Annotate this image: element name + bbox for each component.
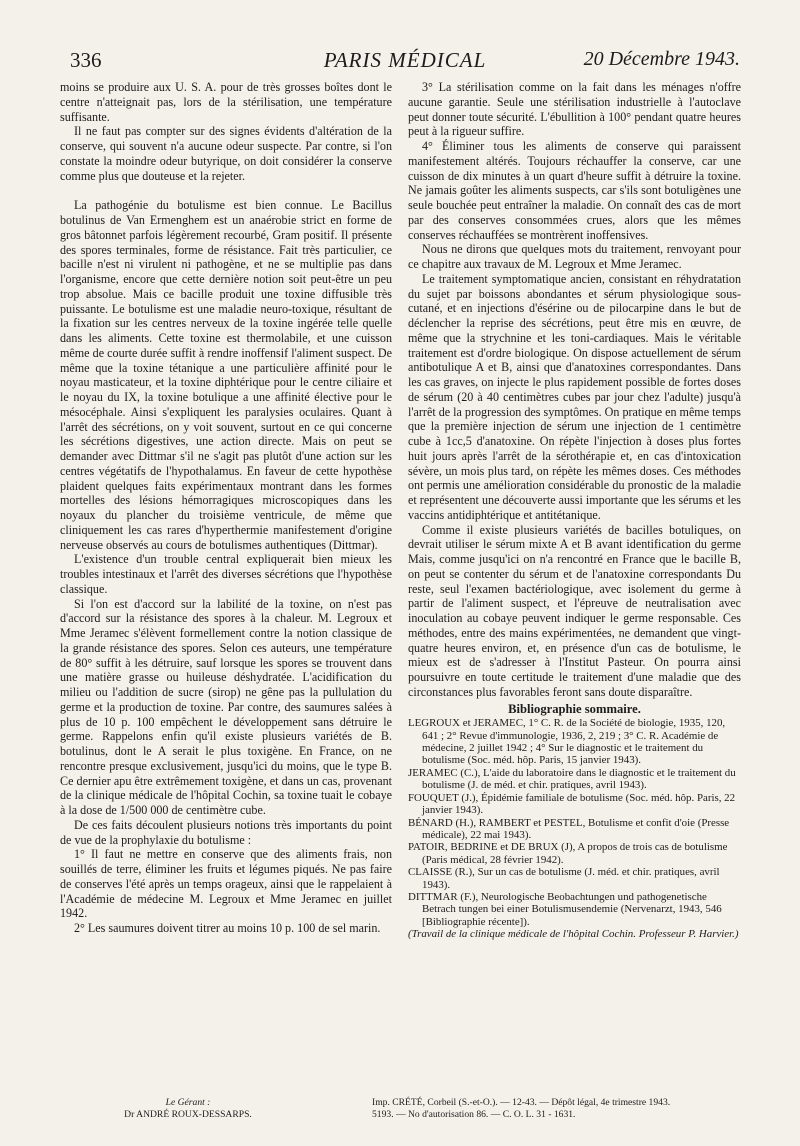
bibliography-title: Bibliographie sommaire.	[508, 701, 641, 716]
bibliography-entry: FOUQUET (J.), Épidémie familiale de botulisme (Soc. méd. hôp. Paris, 22 janvier 1943).	[408, 791, 736, 817]
bibliography-entry: JERAMEC (C.), L'aide du laboratoire dans le diagnostic et le traitement du botulisme (J. de méd. et chir. pratiques, avril 1943).	[408, 766, 736, 792]
issue-date: 20 Décembre 1943.	[583, 48, 740, 70]
paragraph: Le traitement symptomatique ancien, consistant en réhydratation du sujet par boissons abondantes et sérum physiologique sous-cutané, et en injections d'ésérine ou de pilocarpine dans le but de déclencher la reprise des sécrétions, peut être mis en œuvre, de même que la strychnine et les toni-cardiaques. Mais le véritable traitement est d'ordre biologique. On dispose actuellement de sérum antibotulique A et B, ainsi que d'anatoxines correspondantes. Dans les cas graves, on injecte le plus rapidement possible de fortes doses de sérum (20 à 40 centimètres cubes par jour chez l'adulte) jusqu'à l'arrêt de la progression des symptômes. On pratique en même temps que la première injection de sérum une injection de 1 centimètre cube à 1cc,5 d'anatoxine. On répète l'injection à doses plus fortes huit jours après l'arrêt de la sérothérapie et, en cas d'intoxication sévère, un mois plus tard, on répète les mêmes doses. Ces méthodes ont permis une amélioration considérable du pronostic de la maladie et représentent une découverte aussi importante que les sérums et les vaccins antidiphtérique et antitétanique.	[408, 271, 741, 522]
paragraph: Comme il existe plusieurs variétés de bacilles botuliques, on devrait utiliser le sérum mixte A et B avant identification du germe Mais, comme jusqu'ici on n'a rencontré en France que le bacille B, on peut se contenter du sérum et de l'anatoxine correspondants Du reste, seul l'examen bactériologique, avec isolement du germe à partir de l'aliment suspect, et l'épreuve de neutralisation avec inoculation au cobaye peuvent indiquer le germe responsable. Ces méthodes, entre des mains expérimentées, ne demandent que vingt-quatre heures environ, et, en présence d'un cas de botulisme, le mieux est de s'adresser à l'Institut Pasteur. On pourra ainsi poursuivre en toute certitude le traitement d'une maladie que des circonstances plus favorables feront sans doute disparaître.	[408, 522, 741, 699]
right-column	[408, 80, 741, 941]
left-column	[60, 80, 392, 936]
footer-imprint	[372, 1097, 702, 1121]
gerant-label: Le Gérant :	[165, 1097, 211, 1108]
journal-title: PARIS MÉDICAL	[323, 48, 487, 72]
imprint-line: 5193. — No d'autorisation 86. — C. O. L. 31 - 1631.	[372, 1109, 576, 1120]
paragraph: 3° La stérilisation comme on la fait dans les ménages n'offre aucune garantie. Seule une stérilisation industrielle à l'autoclave peut donner toute sécurité. L'ébullition à 100° pendant quatre heures peut à la rigueur suffire.	[408, 80, 741, 139]
bibliography-entry: PATOIR, BEDRINE et DE BRUX (J), A propos de trois cas de botulisme (Paris médical, 28 février 1942).	[408, 841, 728, 866]
page-number: 336	[70, 48, 102, 72]
paragraph: 2° Les saumures doivent titrer au moins 10 p. 100 de sel marin.	[74, 921, 381, 935]
paragraph: La pathogénie du botulisme est bien connue. Le Bacillus botulinus de Van Ermenghem est un anaérobie strict en forme de gros bâtonnet parfois légèrement recourbé, Gram positif. Il présente des spores terminales, forme de résistance. Fait très particulier, ce bacille n'est ni virulent ni pathogène, et ne se multiplie pas dans l'organisme, encore que cette dernière notion soit peut-être un peu trop absolue. Mais ce bacille produit une toxine diffusible très puissante. Le botulisme est une maladie neuro-toxique, résultant de la fixation sur les centres nerveux de la toxine ingérée telle quelle dans les aliments. Cette toxine est thermolabile, et une cuisson même de courte durée suffit à rendre inoffensif l'aliment suspect. De même que la toxine tétanique a une particulière affinité pour le noyau masticateur, et la toxine diphtérique pour le centre ciliaire et le noyau du IX, la toxine botulique a une affinité élective pour le mésocéphale. Ainsi s'expliquent les paralysies oculaires. Quant à l'arrêt des sécrétions, on y voit souvent, surtout en ce qui concerne les sécrétions digestives, une action directe. Mais on peut se demander avec Dittmar s'il ne s'agit pas plutôt d'une action sur les centres végétatifs de l'hypothalamus. En faveur de cette hypothèse plaident quelques faits expérimentaux montrant dans les formes mortelles des lésions hémorragiques microscopiques dans les noyaux du plancher du troisième ventricule, de même que cliniquement les cas rares d'hyperthermie manifestement d'origine nerveuse observés au cours de botulismes authentiques (Dittmar).	[60, 198, 392, 552]
bibliography-entry: LEGROUX et JERAMEC, 1° C. R. de la Société de biologie, 1935, 120, 641 ; 2° Revue d'immunologie, 1936, 2, 219 ; 3° C. R. Académie de médecine, 2 juillet 1942 ; 4° Sur le diagnostic et le traitement du botulisme (Soc. méd. hôp. Paris, 15 janvier 1943).	[408, 717, 726, 767]
paragraph: 1° Il faut ne mettre en conserve que des aliments frais, non souillés de terre, éliminer les fruits et légumes piqués. Ne pas faire de conserves l'été après un temps orageux, ainsi que le rappelaient à l'Académie de médecine M. Legroux et Mme Jeramec en juillet 1942.	[60, 847, 392, 921]
imprint-line: Imp. CRÉTÉ, Corbeil (S.-et-O.). — 12-43. — Dépôt légal, 4e trimestre 1943.	[372, 1097, 671, 1108]
paragraph: moins se produire aux U. S. A. pour de très grosses boîtes dont le centre n'atteignait pas, lors de la stérilisation, une température suffisante.	[60, 80, 392, 124]
bibliography-note: (Travail de la clinique médicale de l'hôpital Cochin. Professeur P. Harvier.)	[408, 928, 739, 941]
bibliography-entry: CLAISSE (R.), Sur un cas de botulisme (J. méd. et chir. pratiques, avril 1943).	[408, 866, 720, 891]
bibliography-list	[408, 717, 741, 940]
bibliography-entry: DITTMAR (F.), Neurologische Beobachtungen und pathogenetische Betrach tungen bei einer Botulismusendemie (Nervenarzt, 1943, 546 [Bibliographie récente]).	[408, 890, 722, 928]
paragraph: De ces faits découlent plusieurs notions très importants du point de vue de la prophylaxie du botulisme :	[60, 817, 392, 847]
page-header	[70, 48, 740, 74]
gerant-name: Dr ANDRÉ ROUX-DESSARPS.	[124, 1109, 252, 1120]
paragraph: L'existence d'un trouble central expliquerait bien mieux les troubles intestinaux et l'arrêt des diverses sécrétions que l'hypothèse classique.	[60, 552, 392, 596]
paragraph: 4° Éliminer tous les aliments de conserve qui paraissent manifestement altérés. Toujours réchauffer la conserve, car une cuisson de dix minutes à un quart d'heure suffit à détruire la toxine. Ne jamais goûter les aliments suspects, car s'ils sont botuligènes une seule bouchée peut entraîner la maladie. On connaît des cas de mort par des conserves consommées crues, alors que les mêmes conserves réchauffées se montrèrent inoffensives.	[408, 139, 741, 242]
footer-gerant	[88, 1097, 288, 1121]
bibliography-entry: BÉNARD (H.), RAMBERT et PESTEL, Botulisme et confit d'oie (Presse médicale), 22 mai 1943).	[408, 816, 730, 841]
paragraph: Si l'on est d'accord sur la labilité de la toxine, on n'est pas d'accord sur la résistance des spores à la chaleur. M. Legroux et Mme Jeramec s'élèvent formellement contre la notion classique de la grande résistance des spores. Selon ces auteurs, une température de 80° suffit à les détruire, sauf lorsque les spores se trouvent dans une matière grasse ou huileuse déshydratée. L'acidification du milieu ou l'addition de sucre (sirop) ne gêne pas la pullulation du germe et la production de toxine. Par contre, des saumures salées à plus de 10 p. 100 empêchent le développement sans détruire le germe. Rappelons enfin qu'il existe plusieurs variétés de B. botulinus, dont le A serait le plus toxigène. En France, on ne rencontre presque exclusivement, jusqu'ici du moins, que le type B. Ce dernier apu être extrêmement toxigène, et dans un cas, provenant de la clinique médicale de l'hôpital Cochin, sa toxine tuait le cobaye à la dose de 1/500 000 de centimètre cube.	[60, 596, 392, 817]
paragraph: Nous ne dirons que quelques mots du traitement, renvoyant pour ce chapitre aux travaux de M. Legroux et Mme Jeramec.	[408, 242, 741, 271]
paragraph: Il ne faut pas compter sur des signes évidents d'altération de la conserve, qui souvent n'a aucune odeur suspecte. Par contre, si l'on constate la moindre odeur butyrique, on doit considérer la conserve comme plus que douteuse et la rejeter.	[60, 124, 392, 183]
